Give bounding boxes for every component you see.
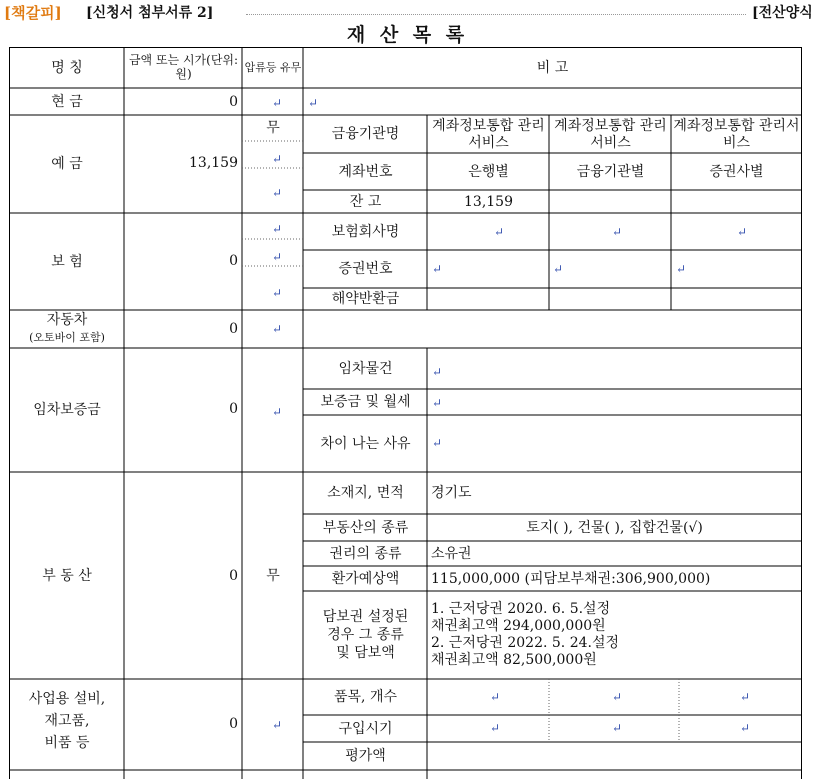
ins-policy: 증권번호 (338, 261, 393, 278)
sec-values (431, 601, 801, 669)
return-mark: ↵ (432, 365, 443, 379)
deposit-label: 예 금 (51, 156, 83, 173)
return-mark: ↵ (432, 262, 443, 276)
return-mark: ↵ (272, 152, 283, 166)
acct-label: 계좌번호 (338, 163, 393, 180)
insurance-label: 보 험 (51, 253, 83, 270)
business-amount: 0 (229, 715, 238, 732)
ins-company: 보험회사명 (331, 223, 400, 240)
return-mark: ↵ (490, 721, 501, 735)
return-mark: ↵ (272, 96, 283, 110)
ins-refund: 해약반환금 (331, 291, 400, 308)
business-label-2: 재고품, (44, 713, 90, 729)
return-mark: ↵ (432, 436, 443, 450)
acct-3: 증권사별 (709, 163, 764, 180)
right-value: 소유권 (431, 545, 472, 562)
svc-2: 계좌정보통합 관리서비스 (554, 118, 667, 151)
fin-label: 금융기관명 (331, 126, 400, 143)
return-mark: ↵ (553, 262, 564, 276)
business-date: 구입시기 (338, 720, 393, 737)
realestate-label: 부 동 산 (42, 567, 92, 584)
return-mark: ↵ (740, 690, 751, 704)
realestate-seizure: 무 (266, 567, 280, 584)
return-mark: ↵ (432, 396, 443, 410)
col-note: 비 고 (536, 59, 569, 76)
balance: 13,159 (464, 193, 513, 210)
bookmark-tag: [책갈피] (4, 4, 62, 22)
return-mark: ↵ (272, 186, 283, 200)
return-mark: ↵ (272, 222, 283, 236)
return-mark: ↵ (612, 225, 623, 239)
bal-label: 잔 고 (349, 193, 382, 210)
sec-line-1: 1. 근저당권 2020. 6. 5.설정 (431, 601, 611, 617)
return-mark: ↵ (740, 721, 751, 735)
form-type: [전산양식 (752, 5, 813, 21)
return-mark: ↵ (308, 96, 319, 110)
return-mark: ↵ (676, 262, 687, 276)
acct-1: 은행별 (468, 163, 509, 180)
return-mark: ↵ (272, 250, 283, 264)
deposit-seizure: 무 (266, 120, 280, 137)
svc-3: 계좌정보통합 관리서비스 (673, 118, 800, 151)
col-seizure: 압류등 유무 (244, 60, 302, 74)
type-label: 부동산의 종류 (322, 519, 409, 536)
business-item: 품목, 개수 (334, 689, 397, 706)
sec-label (304, 608, 427, 662)
doc-label: [신청서 첨부서류 2] (86, 5, 214, 21)
cash-amount: 0 (229, 93, 238, 110)
car-sub: (오토바이 포함) (29, 330, 105, 344)
est-label: 환가예상액 (331, 570, 400, 587)
lease-reason: 차이 나는 사유 (320, 435, 411, 452)
loc-value: 경기도 (431, 485, 472, 502)
lease-label: 임차보증금 (33, 402, 101, 419)
sec-label-1: 담보권 설정된 (322, 609, 409, 625)
return-mark: ↵ (490, 690, 501, 704)
business-label-1: 사업용 설비, (28, 691, 106, 707)
lease-item: 임차물건 (338, 360, 393, 377)
sec-line-3: 2. 근저당권 2022. 5. 24.설정 (431, 635, 620, 651)
cash-label: 현 금 (51, 93, 83, 110)
business-label (10, 688, 124, 754)
svc-1: 계좌정보통합 관리서비스 (432, 118, 545, 151)
sec-label-2: 경우 그 종류 (327, 627, 404, 643)
sec-label-3: 및 담보액 (336, 645, 395, 661)
est-value: 115,000,000 (피담보부채권:306,900,000) (431, 570, 711, 587)
return-mark: ↵ (272, 405, 283, 419)
return-mark: ↵ (494, 225, 505, 239)
deposit-amount: 13,159 (189, 154, 238, 171)
business-label-3: 비품 등 (44, 735, 90, 751)
return-mark: ↵ (272, 718, 283, 732)
page-title: 재 산 목 록 (346, 24, 469, 46)
return-mark: ↵ (612, 690, 623, 704)
return-mark: ↵ (737, 225, 748, 239)
car-label: 자동차 (46, 311, 88, 328)
col-name: 명 칭 (51, 59, 83, 76)
realestate-amount: 0 (229, 567, 238, 584)
type-value: 토지( ), 건물( ), 집합건물(√) (526, 519, 703, 536)
lease-amount: 0 (229, 400, 238, 417)
sec-line-4: 채권최고액 82,500,000원 (431, 652, 597, 668)
col-amount: 금액 또는 시가(단위:원) (128, 53, 239, 81)
return-mark: ↵ (272, 322, 283, 336)
car-amount: 0 (229, 321, 238, 338)
insurance-amount: 0 (229, 252, 238, 269)
return-mark: ↵ (272, 286, 283, 300)
sec-line-2: 채권최고액 294,000,000원 (431, 618, 606, 634)
acct-2: 금융기관별 (576, 163, 645, 180)
return-mark: ↵ (612, 721, 623, 735)
business-value: 평가액 (345, 748, 386, 765)
right-label: 권리의 종류 (329, 545, 402, 562)
loc-label: 소재지, 면적 (327, 485, 404, 502)
lease-deposit: 보증금 및 월세 (320, 394, 411, 411)
